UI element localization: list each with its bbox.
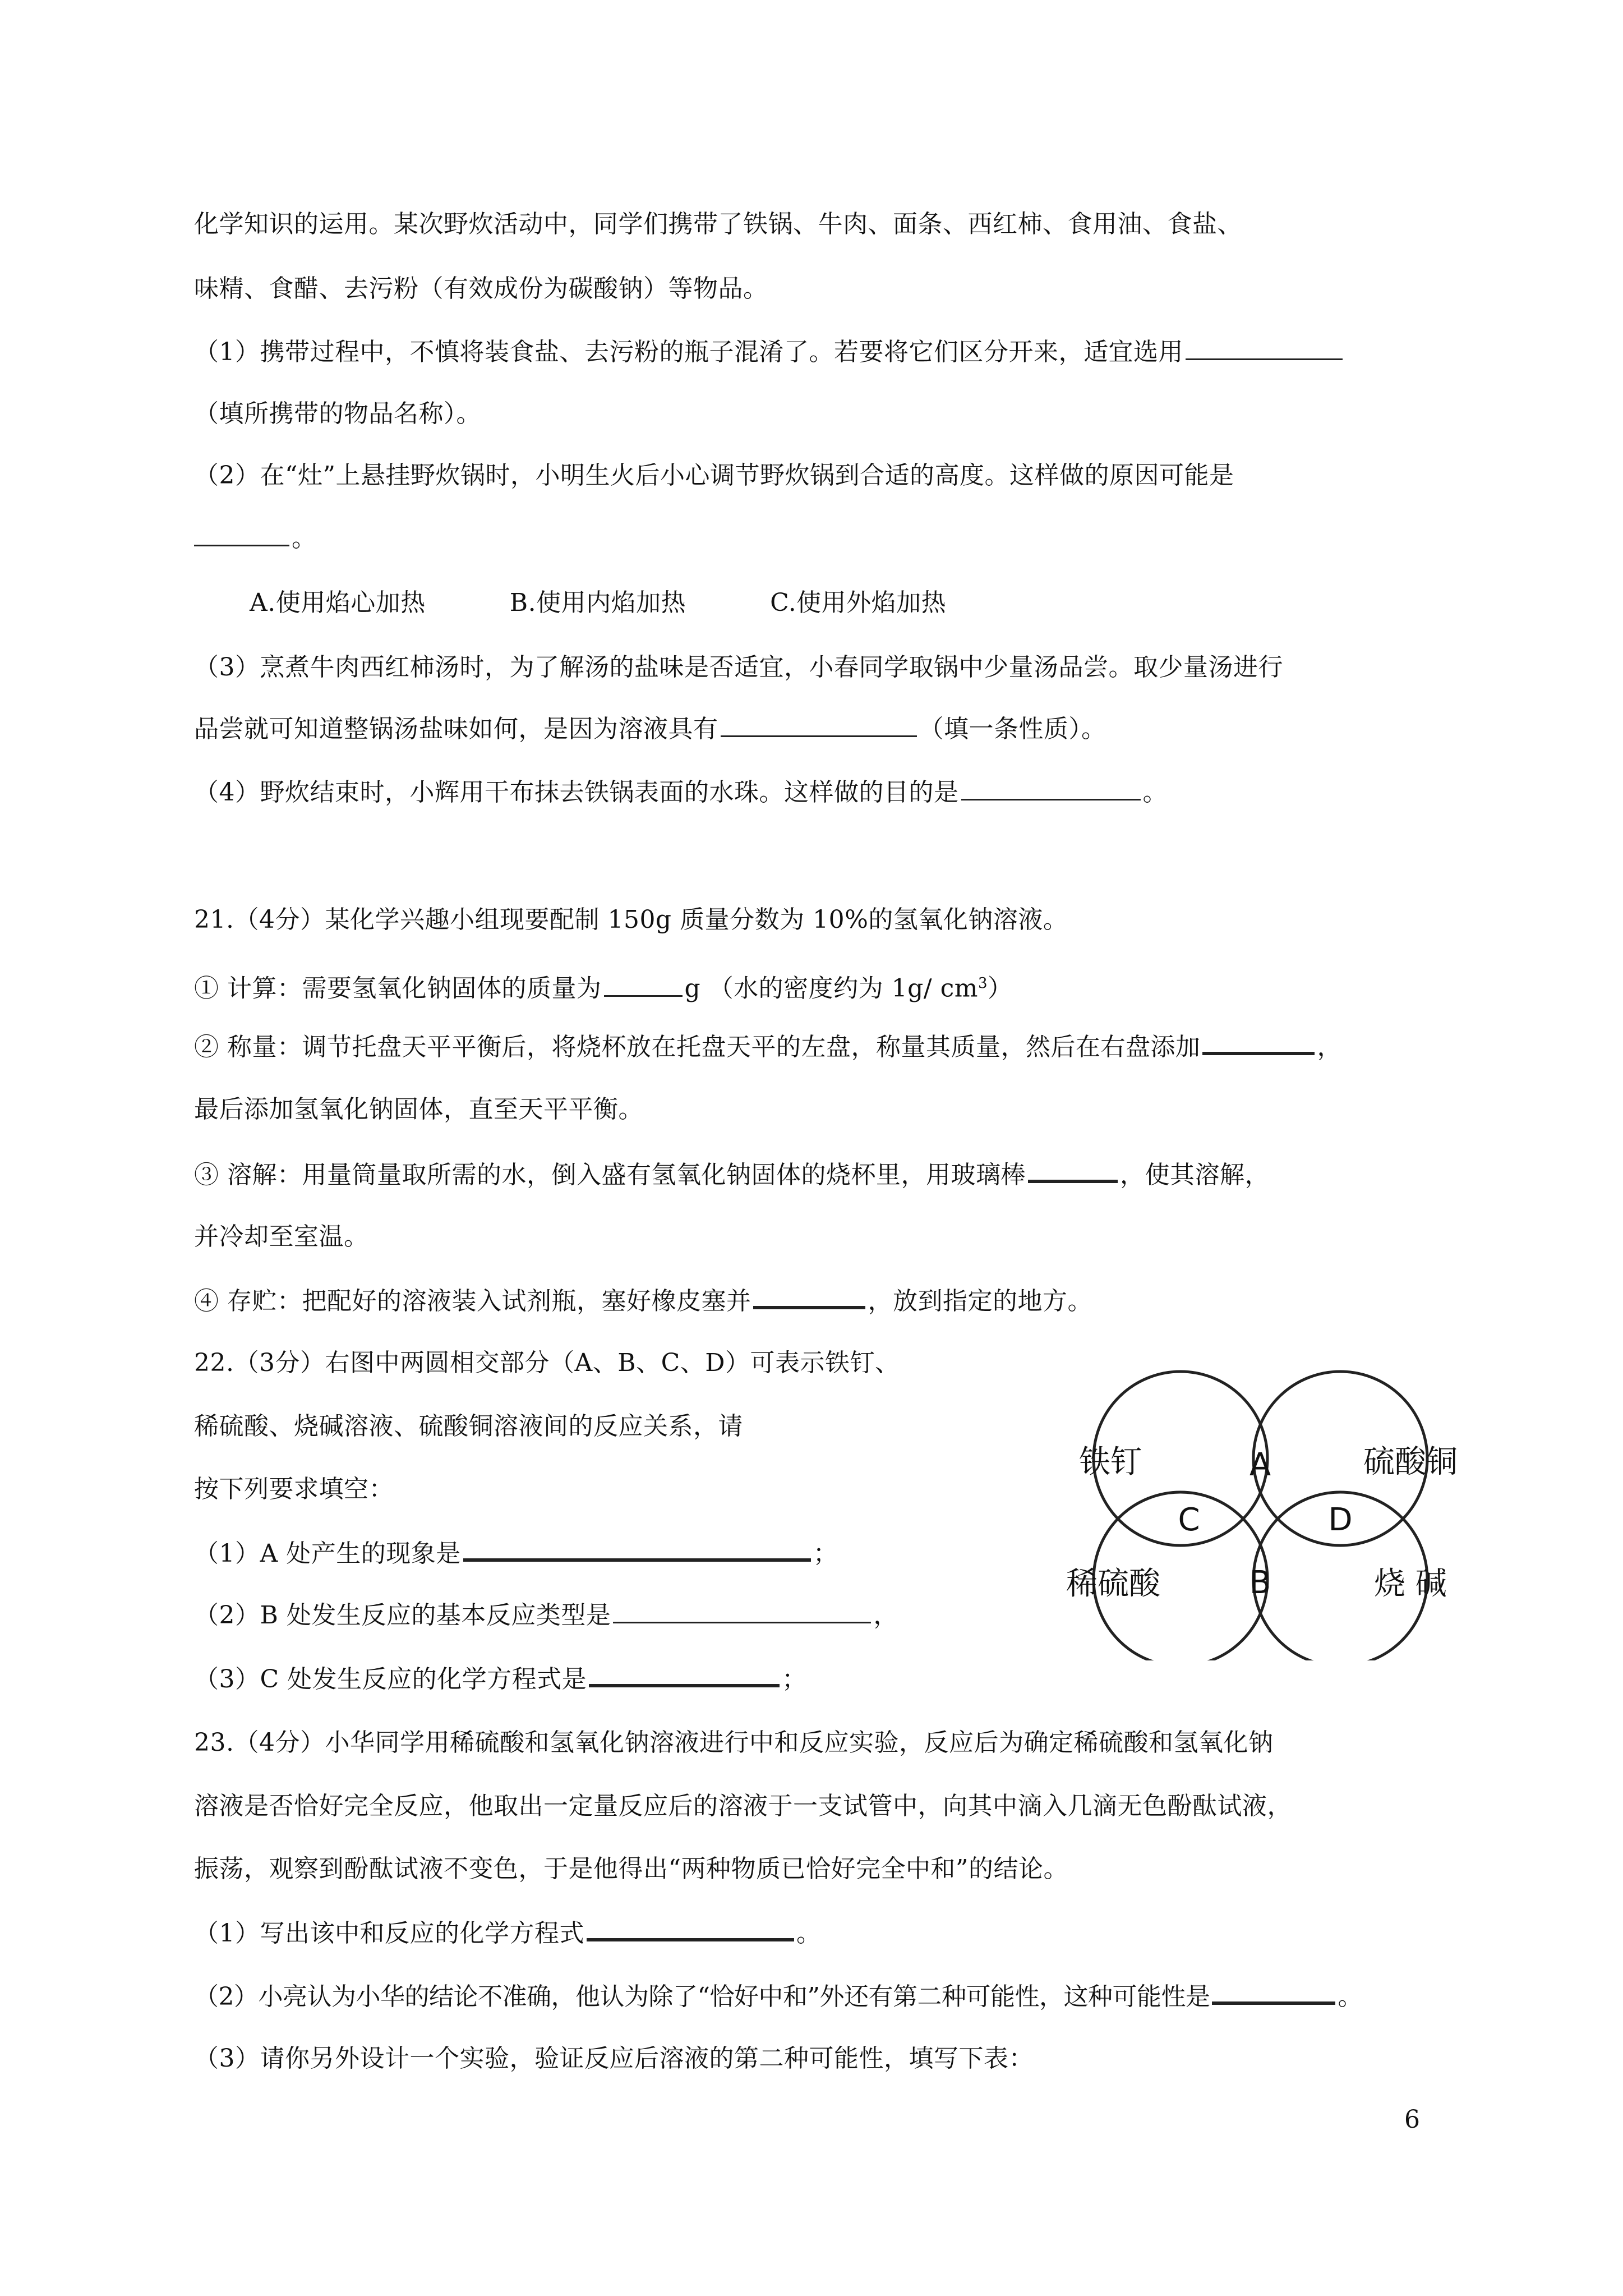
q20-part3-end: （填一条性质）。 [919,715,1106,743]
q22-line-3: 按下列要求填空： [194,1475,394,1503]
q23-part-2-blank[interactable] [1212,1979,1335,2005]
q21-step1-end: ） [988,974,1013,1003]
q21-step3-blank[interactable] [1028,1157,1118,1183]
venn-label-copper-sulfate: 硫酸铜 [1363,1444,1458,1480]
q23-line-1: 23.（4分）小华同学用稀硫酸和氢氧化钠溶液进行中和反应实验，反应后为确定稀硫酸和氢氧化钠 [194,1728,1274,1757]
venn-label-iron-nail: 铁钉 [1079,1444,1142,1480]
q20-part3-line2 [194,712,1106,746]
q20-part4 [194,776,1168,809]
q23-part-1-blank[interactable] [587,1916,794,1941]
q23-part-2-text: （2）小亮认为小华的结论不准确，他认为除了“恰好中和”外还有第二种可能性，这种可能性是 [194,1982,1210,2011]
q22-part-b-text: （2）B 处发生反应的基本反应类型是 [194,1601,611,1630]
option-c[interactable]: C.使用外焰加热 [770,588,947,617]
venn-region-c: C [1178,1502,1200,1538]
q20-part2-end: 。 [292,524,317,553]
q23-part-3: （3）请你另外设计一个实验，验证反应后溶液的第二种可能性，填写下表： [194,2044,1034,2073]
q23-part-1-text: （1）写出该中和反应的化学方程式 [194,1919,584,1948]
q22-part-c-text: （3）C 处发生反应的化学方程式是 [194,1665,587,1694]
q21-step3-end: ，使其溶解， [1119,1161,1270,1189]
q20-part4-end: 。 [1142,778,1168,807]
q22-part-a-text: （1）A 处产生的现象是 [194,1539,461,1568]
q22-part-a-end: ； [813,1539,838,1568]
venn-label-caustic-soda: 烧 碱 [1374,1566,1447,1602]
q21-step2-end: ， [1317,1033,1342,1061]
q20-part3-text: 品尝就可知道整锅汤盐味如何，是因为溶液具有 [194,715,718,743]
q20-part2-line2 [194,522,317,555]
q20-part1-text: （1）携带过程中，不慎将装食盐、去污粉的瓶子混淆了。若要将它们区分开来，适宜选用 [194,338,1183,366]
q23-part-2-end: 。 [1338,1982,1362,2011]
q20-part4-text: （4）野炊结束时，小辉用干布抹去铁锅表面的水珠。这样做的目的是 [194,778,959,807]
q20-part1-end: 。 [456,399,481,428]
q21-step2 [194,1029,1342,1064]
q20-part2-blank[interactable] [194,522,289,546]
q23-part-2 [194,1979,1362,2014]
option-b[interactable]: B.使用内焰加热 [509,588,686,617]
q23-line-3: 振荡，观察到酚酞试液不变色，于是他得出“两种物质已恰好完全中和”的结论。 [194,1855,1068,1883]
q20-part4-blank[interactable] [961,776,1141,800]
q22-part-c [194,1662,807,1696]
q23-line-2: 溶液是否恰好完全反应，他取出一定量反应后的溶液于一支试管中，向其中滴入几滴无色酚酞试液， [194,1792,1292,1820]
q21-title: 21.（4分）某化学兴趣小组现要配制 150g 质量分数为 10%的氢氧化钠溶液。 [194,905,1068,934]
page-number: 6 [1404,2105,1420,2134]
q22-part-b-blank[interactable] [613,1599,871,1623]
q22-line-1: 22.（3分）右图中两圆相交部分（A、B、C、D）可表示铁钉、 [194,1349,900,1377]
q21-step1 [194,967,1013,1006]
q20-part1-blank[interactable] [1186,336,1343,360]
q20-options [250,586,1030,620]
q22-part-c-blank[interactable] [589,1662,780,1687]
q21-step1-sup: 3 [978,975,988,992]
q21-step3 [194,1157,1270,1192]
q20-part3-blank[interactable] [721,713,917,737]
intro-line-1: 化学知识的运用。某次野炊活动中，同学们携带了铁锅、牛肉、面条、西红柿、食用油、食盐、 [194,210,1242,238]
q22-part-b [194,1599,898,1632]
q22-part-b-end: ， [873,1601,898,1630]
venn-region-d: D [1328,1502,1353,1538]
q21-step4 [194,1283,1092,1318]
q21-step2-blank[interactable] [1202,1029,1315,1055]
q20-part1-line1 [194,335,1345,369]
q21-step4-end: ，放到指定的地方。 [868,1287,1092,1315]
venn-region-a: A [1249,1447,1271,1483]
q21-step3-text: ③ 溶解：用量筒量取所需的水，倒入盛有氢氧化钠固体的烧杯里，用玻璃棒 [194,1161,1026,1189]
q20-part1-line2 [194,397,481,431]
q20-part1-hint: （填所携带的物品名称） [194,399,457,428]
q22-part-c-end: ； [782,1665,807,1694]
q23-part-1-end: 。 [796,1919,822,1948]
q21-step4-text: ④ 存贮：把配好的溶液装入试剂瓶，塞好橡皮塞并 [194,1287,751,1315]
q21-step1-text: ① 计算：需要氢氧化钠固体的质量为 [194,974,602,1003]
intro-line-2: 味精、食醋、去污粉（有效成份为碳酸钠）等物品。 [194,274,768,303]
q20-part2-line1: （2）在“灶”上悬挂野炊锅时，小明生火后小心调节野炊锅到合适的高度。这样做的原因可能是 [194,461,1234,490]
q21-step3-line2: 并冷却至室温。 [194,1222,369,1251]
q21-step2-text: ② 称量：调节托盘天平平衡后，将烧杯放在托盘天平的左盘，称量其质量，然后在右盘添加 [194,1033,1201,1061]
q23-part-1 [194,1916,822,1950]
q21-step1-unit: g （水的密度约为 1g/ cm [684,974,978,1003]
q20-part3-line1: （3）烹煮牛肉西红柿汤时，为了解汤的盐味是否适宜，小春同学取锅中少量汤品尝。取少量汤进行 [194,653,1283,682]
q21-step2-line2: 最后添加氢氧化钠固体，直至天平平衡。 [194,1095,643,1124]
q21-step1-blank[interactable] [604,973,683,997]
option-a[interactable]: A.使用焰心加热 [250,588,426,617]
q21-step4-blank[interactable] [753,1283,865,1309]
q22-part-a-blank[interactable] [463,1536,811,1562]
venn-region-b: B [1249,1565,1271,1601]
q22-part-a [194,1536,838,1571]
q22-line-2: 稀硫酸、烧碱溶液、硫酸铜溶液间的反应关系，请 [194,1412,743,1441]
venn-diagram [1038,1369,1497,1660]
venn-label-sulfuric-acid: 稀硫酸 [1066,1566,1160,1602]
